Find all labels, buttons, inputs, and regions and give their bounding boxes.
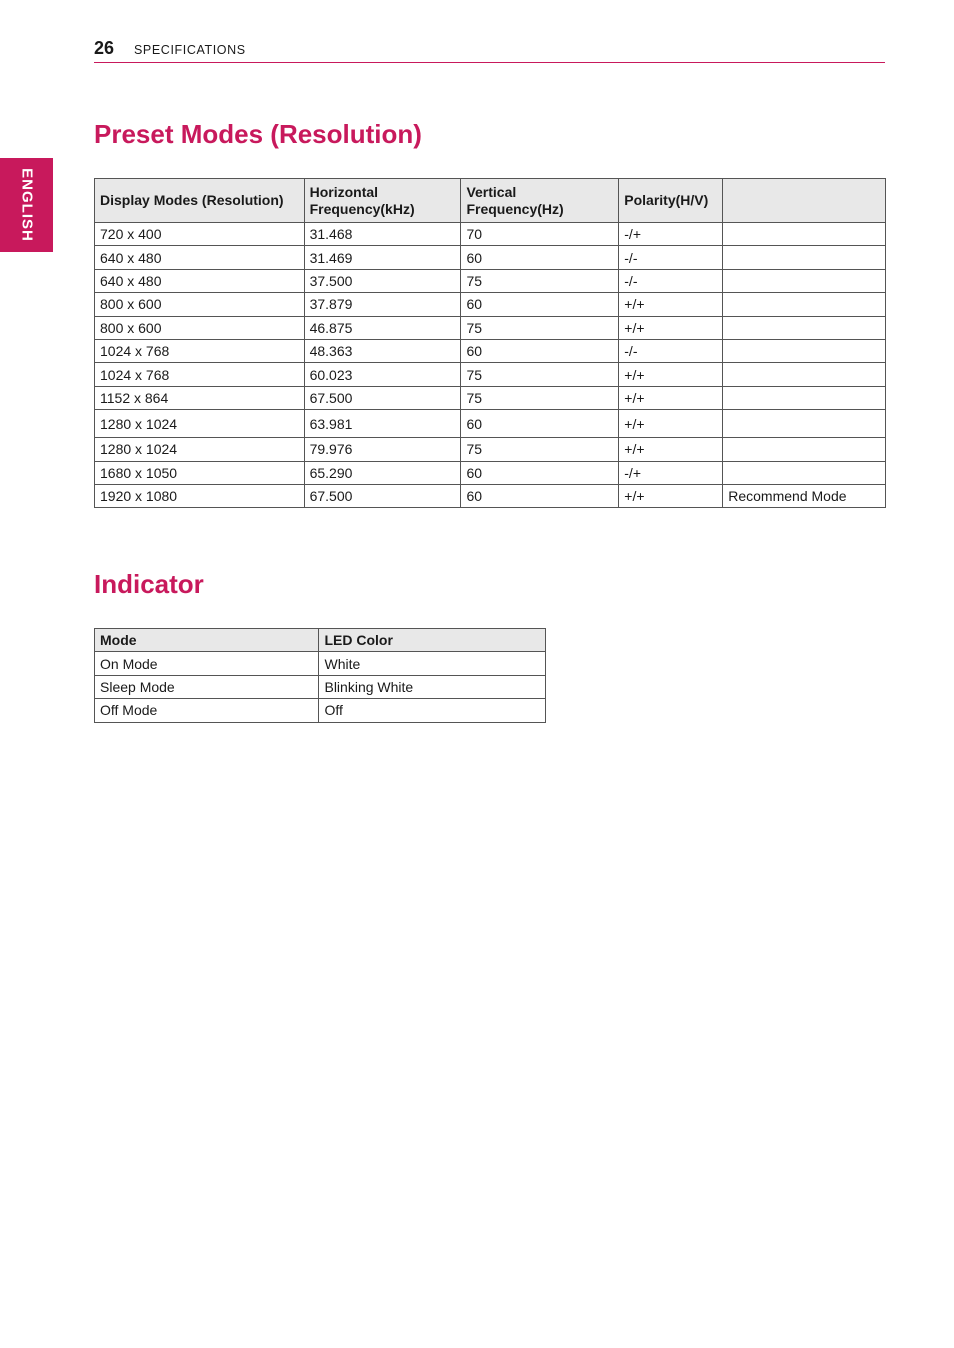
column-header: Mode xyxy=(95,629,319,652)
table-cell: 800 x 600 xyxy=(95,293,305,316)
table-cell: White xyxy=(319,652,546,675)
table-row xyxy=(95,339,886,362)
table-cell: 640 x 480 xyxy=(95,269,305,292)
table-cell: +/+ xyxy=(619,438,723,461)
table-cell: 48.363 xyxy=(304,339,461,362)
table-cell: 65.290 xyxy=(304,461,461,484)
table-header-row xyxy=(95,629,546,652)
column-header: Vertical Frequency(Hz) xyxy=(461,179,619,223)
table-row xyxy=(95,652,546,675)
indicator-table xyxy=(94,628,546,723)
table-row xyxy=(95,269,886,292)
table-cell: 37.879 xyxy=(304,293,461,316)
table-cell: 75 xyxy=(461,363,619,386)
table-cell: -/+ xyxy=(619,461,723,484)
table-cell: Recommend Mode xyxy=(723,484,886,507)
language-tab xyxy=(0,158,53,252)
table-row xyxy=(95,223,886,246)
page-number: 26 xyxy=(94,38,115,58)
table-cell: 60 xyxy=(461,293,619,316)
table-cell: 75 xyxy=(461,386,619,409)
table-cell: 1280 x 1024 xyxy=(95,438,305,461)
table-cell: 1680 x 1050 xyxy=(95,461,305,484)
table-cell: 60 xyxy=(461,461,619,484)
table-cell xyxy=(723,410,886,438)
table-cell: 1024 x 768 xyxy=(95,339,305,362)
table-cell: 1152 x 864 xyxy=(95,386,305,409)
table-cell: -/- xyxy=(619,246,723,269)
table-cell: 60 xyxy=(461,246,619,269)
table-cell xyxy=(723,246,886,269)
table-cell: -/- xyxy=(619,269,723,292)
table-row xyxy=(95,410,886,438)
table-cell: On Mode xyxy=(95,652,319,675)
table-cell: 67.500 xyxy=(304,484,461,507)
table-cell xyxy=(723,223,886,246)
table-row xyxy=(95,699,546,722)
table-cell: +/+ xyxy=(619,363,723,386)
table-cell xyxy=(723,461,886,484)
table-row xyxy=(95,461,886,484)
table-cell: +/+ xyxy=(619,410,723,438)
page-header xyxy=(94,36,885,63)
table-cell: 37.500 xyxy=(304,269,461,292)
table-cell: 70 xyxy=(461,223,619,246)
table-cell: 60.023 xyxy=(304,363,461,386)
table-cell: +/+ xyxy=(619,316,723,339)
table-cell: 60 xyxy=(461,484,619,507)
table-row xyxy=(95,293,886,316)
table-cell: 31.468 xyxy=(304,223,461,246)
table-cell: 720 x 400 xyxy=(95,223,305,246)
table-cell: 63.981 xyxy=(304,410,461,438)
table-cell: +/+ xyxy=(619,293,723,316)
table-cell: 640 x 480 xyxy=(95,246,305,269)
language-tab-label: ENGLISH xyxy=(18,168,36,242)
table-cell: 1920 x 1080 xyxy=(95,484,305,507)
section-label: SPECIFICATIONS xyxy=(134,43,246,57)
table-cell: Off Mode xyxy=(95,699,319,722)
table-cell: 75 xyxy=(461,438,619,461)
table-cell: 46.875 xyxy=(304,316,461,339)
table-cell xyxy=(723,269,886,292)
column-header xyxy=(723,179,886,223)
column-header: Display Modes (Resolution) xyxy=(95,179,305,223)
table-cell: 1024 x 768 xyxy=(95,363,305,386)
table-cell: Blinking White xyxy=(319,675,546,698)
table-row xyxy=(95,484,886,507)
table-cell: Sleep Mode xyxy=(95,675,319,698)
table-cell: 1280 x 1024 xyxy=(95,410,305,438)
table-cell: 75 xyxy=(461,316,619,339)
table-cell xyxy=(723,386,886,409)
table-cell: 75 xyxy=(461,269,619,292)
table-header-row xyxy=(95,179,886,223)
table-row xyxy=(95,675,546,698)
table-cell xyxy=(723,316,886,339)
table-row xyxy=(95,246,886,269)
table-row xyxy=(95,386,886,409)
table-cell xyxy=(723,438,886,461)
table-cell: +/+ xyxy=(619,386,723,409)
table-cell xyxy=(723,293,886,316)
table-row xyxy=(95,438,886,461)
table-cell: 60 xyxy=(461,410,619,438)
table-cell xyxy=(723,363,886,386)
table-cell: -/+ xyxy=(619,223,723,246)
preset-modes-title: Preset Modes (Resolution) xyxy=(94,119,422,149)
table-cell xyxy=(723,339,886,362)
table-cell: +/+ xyxy=(619,484,723,507)
table-cell: 800 x 600 xyxy=(95,316,305,339)
table-cell: 79.976 xyxy=(304,438,461,461)
table-row xyxy=(95,363,886,386)
column-header: Polarity(H/V) xyxy=(619,179,723,223)
column-header: Horizontal Frequency(kHz) xyxy=(304,179,461,223)
table-row xyxy=(95,316,886,339)
table-cell: -/- xyxy=(619,339,723,362)
table-cell: 60 xyxy=(461,339,619,362)
preset-modes-table xyxy=(94,178,886,508)
table-cell: Off xyxy=(319,699,546,722)
table-cell: 67.500 xyxy=(304,386,461,409)
table-cell: 31.469 xyxy=(304,246,461,269)
indicator-title: Indicator xyxy=(94,569,204,599)
column-header: LED Color xyxy=(319,629,546,652)
